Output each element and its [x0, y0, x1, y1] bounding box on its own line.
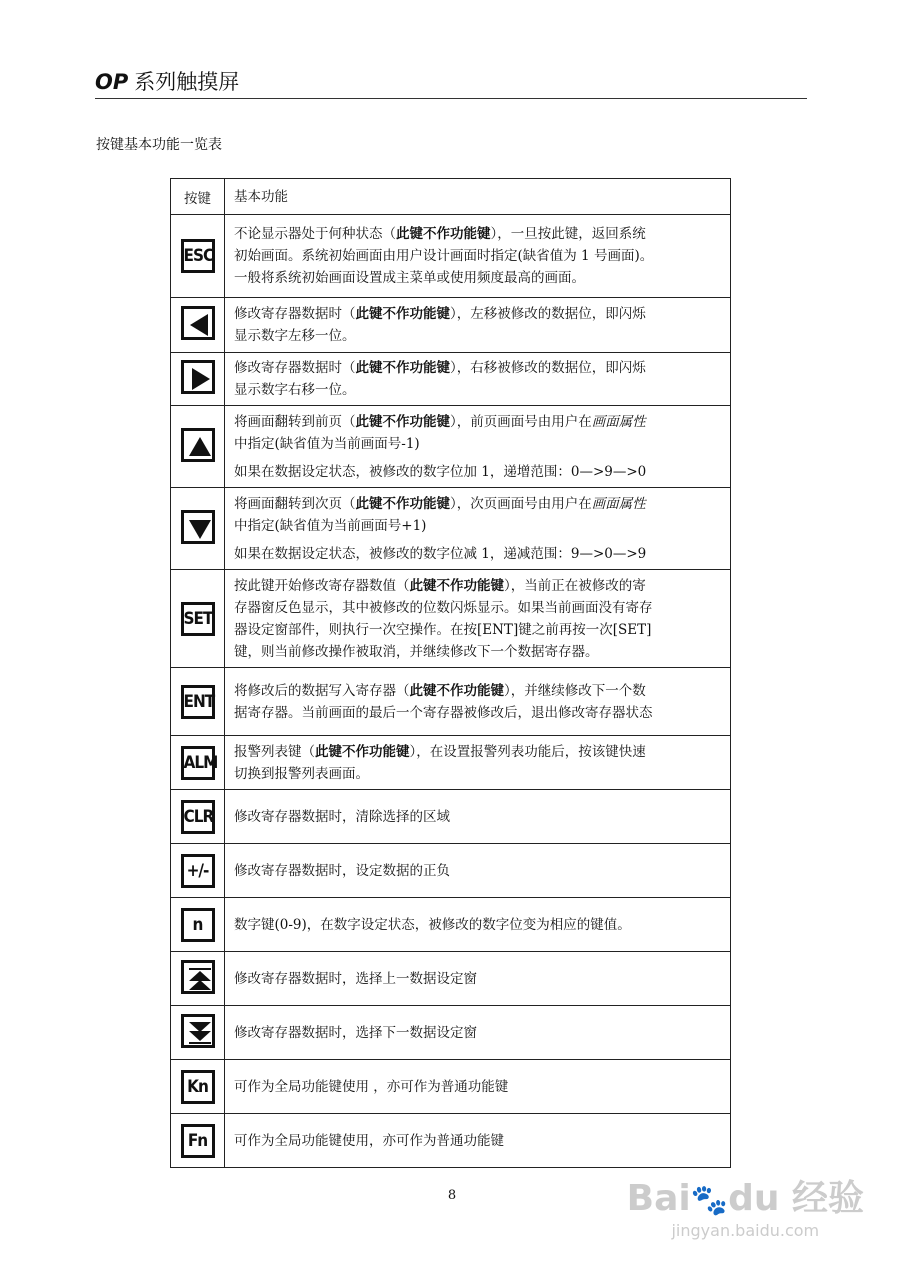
text-segment: 可作为全局功能键使用，亦可作为普通功能键 [234, 1132, 504, 1149]
description-line [234, 223, 722, 245]
function-description [225, 844, 731, 898]
description-line [234, 597, 722, 619]
function-description [225, 406, 731, 488]
function-description [225, 570, 731, 668]
table-row [171, 1060, 731, 1114]
key-cell [171, 353, 225, 406]
description-line [234, 357, 722, 379]
text-segment: 据寄存器。当前画面的最后一个寄存器被修改后，退出修改寄存器状态 [234, 704, 653, 721]
text-segment: 如果在数据设定状态，被修改的数字位减 1，递减范围：9—>0—>9 [234, 545, 647, 562]
bold-note: 此键不作功能键 [355, 306, 450, 322]
text-segment: 修改寄存器数据时（ [234, 360, 356, 376]
key-cell [171, 1060, 225, 1114]
description-line [234, 763, 722, 785]
bold-note: 此键不作功能键 [355, 413, 450, 430]
function-description [225, 898, 731, 952]
description-line [234, 493, 722, 515]
key-cell [171, 298, 225, 353]
function-description [225, 790, 731, 844]
description-line [234, 806, 722, 828]
description-line [234, 641, 722, 663]
text-segment: 修改寄存器数据时（ [234, 306, 356, 322]
description-line [234, 741, 722, 763]
description-line [234, 914, 722, 936]
brand-label: OP [95, 70, 129, 94]
text-segment: 修改寄存器数据时，清除选择的区域 [234, 808, 450, 825]
text-segment: 中指定(缺省值为当前画面号+1) [234, 517, 427, 534]
function-description [225, 488, 731, 570]
table-row [171, 353, 731, 406]
key-cell [171, 1006, 225, 1060]
right-arrow-key-icon [181, 360, 215, 394]
set-key-icon: SET [181, 602, 215, 636]
text-segment: ），当前正在被修改的寄 [504, 577, 646, 594]
left-arrow-key-icon [181, 306, 215, 340]
text-segment: 可作为全局功能键使用 ，亦可作为普通功能键 [234, 1078, 509, 1095]
table-row [171, 406, 731, 488]
text-segment: 中指定(缺省值为当前画面号-1) [234, 435, 420, 452]
key-cell [171, 570, 225, 668]
table-row [171, 668, 731, 736]
function-description [225, 215, 731, 298]
key-cell [171, 215, 225, 298]
header-divider [95, 98, 807, 99]
text-segment: 修改寄存器数据时，选择下一数据设定窗 [234, 1024, 477, 1041]
table-row [171, 898, 731, 952]
table-row [171, 488, 731, 570]
function-description [225, 353, 731, 406]
text-segment: ），前页画面号由用户在 [450, 413, 592, 430]
table-row [171, 215, 731, 298]
description-line [234, 325, 722, 347]
description-line [234, 433, 722, 455]
description-line [234, 680, 722, 702]
text-segment: 报警列表键（ [234, 743, 315, 760]
function-description [225, 1006, 731, 1060]
key-function-table [170, 178, 731, 1168]
header-title: 系列触摸屏 [134, 70, 240, 94]
function-description [225, 952, 731, 1006]
text-segment: 如果在数据设定状态，被修改的数字位加 1，递增范围：0—>9—>0 [234, 463, 647, 480]
description-line [234, 968, 722, 990]
description-line [234, 1130, 722, 1152]
text-segment: ），一旦按此键，返回系统 [490, 226, 646, 242]
section-title: 按键基本功能一览表 [96, 137, 222, 153]
page-down-key-icon [181, 1014, 215, 1048]
text-segment: ），在设置报警列表功能后，按该键快速 [409, 743, 646, 760]
description-line [234, 515, 722, 537]
table-row [171, 790, 731, 844]
description-line [234, 860, 722, 882]
key-cell [171, 898, 225, 952]
text-segment: 显示数字右移一位。 [234, 382, 356, 398]
function-description [225, 1060, 731, 1114]
description-line [234, 1076, 722, 1098]
ent-key-icon: ENT [181, 685, 215, 719]
function-description [225, 668, 731, 736]
text-segment: ），并继续修改下一个数 [504, 682, 646, 699]
key-cell [171, 488, 225, 570]
watermark-logo: Bai🐾du 经验 jingyan.baidu.com [626, 1178, 864, 1240]
bold-note: 此键不作功能键 [409, 682, 504, 699]
clr-key-icon: CLR [181, 800, 215, 834]
esc-key-icon: ESC [181, 239, 215, 273]
bold-note: 此键不作功能键 [315, 743, 410, 760]
table-row [171, 570, 731, 668]
description-line [234, 702, 722, 724]
key-cell [171, 668, 225, 736]
text-segment: 不论显示器处于何种状态（ [234, 226, 396, 242]
text-segment: 器设定窗部件，则执行一次空操作。在按[ENT]键之前再按一次[SET] [234, 621, 652, 638]
description-line [234, 267, 722, 289]
text-segment: 存器窗反色显示，其中被修改的位数闪烁显示。如果当前画面没有寄存 [234, 599, 653, 616]
number-key-icon: n [181, 908, 215, 942]
text-segment: 将画面翻转到次页（ [234, 495, 356, 512]
key-cell [171, 406, 225, 488]
description-line [234, 543, 722, 565]
description-line [234, 379, 722, 401]
table-row [171, 1114, 731, 1168]
bold-note: 此键不作功能键 [396, 226, 491, 242]
fn-key-icon: Fn [181, 1124, 215, 1158]
function-description [225, 298, 731, 353]
key-cell [171, 844, 225, 898]
text-segment: 初始画面。系统初始画面由用户设计画面时指定(缺省值为 1 号画面)。 [234, 248, 654, 264]
description-line [234, 575, 722, 597]
function-description [225, 1114, 731, 1168]
description-line [234, 1022, 722, 1044]
up-arrow-key-icon [181, 428, 215, 462]
page-number: 8 [447, 1188, 457, 1203]
text-segment: 按此键开始修改寄存器数值（ [234, 577, 410, 594]
text-segment: ），左移被修改的数据位，即闪烁 [450, 306, 646, 322]
text-segment: 将画面翻转到前页（ [234, 413, 356, 430]
bold-note: 此键不作功能键 [409, 577, 504, 594]
text-segment: 修改寄存器数据时，设定数据的正负 [234, 862, 450, 879]
down-arrow-key-icon [181, 510, 215, 544]
kn-key-icon: Kn [181, 1070, 215, 1104]
text-segment: 数字键(0-9)，在数字设定状态，被修改的数字位变为相应的键值。 [234, 916, 631, 933]
description-line [234, 411, 722, 433]
key-cell [171, 1114, 225, 1168]
table-row [171, 736, 731, 790]
text-segment: ），次页画面号由用户在 [450, 495, 592, 512]
alm-key-icon: ALM [181, 746, 215, 780]
text-segment: 将修改后的数据写入寄存器（ [234, 682, 410, 699]
table-row [171, 952, 731, 1006]
description-line [234, 619, 722, 641]
table-row [171, 298, 731, 353]
plus-minus-key-icon: +/- [181, 854, 215, 888]
bold-note: 此键不作功能键 [355, 360, 450, 376]
text-segment: 一般将系统初始画面设置成主菜单或使用频度最高的画面。 [234, 270, 585, 286]
description-line [234, 245, 722, 267]
italic-term: 画面属性 [591, 413, 646, 430]
table-row [171, 1006, 731, 1060]
table-row [171, 844, 731, 898]
bold-note: 此键不作功能键 [355, 495, 450, 512]
page-up-key-icon [181, 960, 215, 994]
function-description [225, 736, 731, 790]
text-segment: 显示数字左移一位。 [234, 328, 356, 344]
column-header-function: 基本功能 [225, 179, 731, 215]
key-cell [171, 790, 225, 844]
document-header [95, 66, 239, 96]
text-segment: 切换到报警列表画面。 [234, 765, 369, 782]
table-header-row [171, 179, 731, 215]
text-segment: 键，则当前修改操作被取消，并继续修改下一个数据寄存器。 [234, 643, 599, 660]
description-line [234, 303, 722, 325]
italic-term: 画面属性 [591, 495, 646, 512]
key-cell [171, 736, 225, 790]
column-header-key: 按键 [171, 179, 225, 215]
key-cell [171, 952, 225, 1006]
text-segment: 修改寄存器数据时，选择上一数据设定窗 [234, 970, 477, 987]
text-segment: ），右移被修改的数据位，即闪烁 [450, 360, 646, 376]
description-line [234, 461, 722, 483]
